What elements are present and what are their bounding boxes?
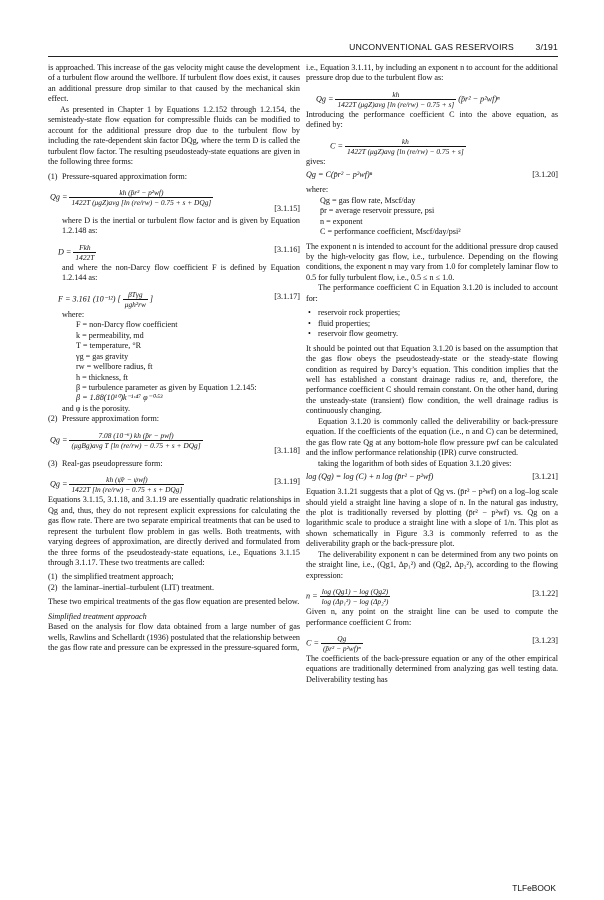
eq-lhs: D = xyxy=(58,247,72,257)
where-label: where: xyxy=(306,185,329,195)
eq-numerator: kh (p̄r² − p²wf) xyxy=(69,188,213,198)
eq-numerator: kh (ψ̄r − ψwf) xyxy=(69,475,184,485)
eq-lhs: C = xyxy=(306,638,319,648)
definition: β = 1.88(10¹⁰)k⁻¹·⁴⁷ φ⁻⁰·⁵³ xyxy=(76,393,163,403)
left-column xyxy=(48,63,300,654)
paragraph: gives: xyxy=(306,156,326,166)
eq-numerator: Fkh xyxy=(73,243,96,253)
paragraph: Based on the analysis for flow data obtained from a large number of gas wells, Rawlins and Schellardt (1936) postulated that the relationship between the gas flow rate and pressure can be expressed in the pressure-squared form, xyxy=(48,622,300,653)
paragraph: Equation 3.1.20 is commonly called the deliverability or back-pressure equation. If the coefficients of the equation (i.e., n and C) can be determined, the gas flow rate Qg at any bottom-hole flow pressure pwf can be calculated and the inflow performance relationship (IPR) curve constructed. xyxy=(306,416,558,458)
definition: p̄r = average reservoir pressure, psi xyxy=(320,206,435,216)
paragraph: The deliverability exponent n can be determined from any two points on the straight line, i.e., (Qg1, Δp₁²) and (Qg2, Δp₂²), according to the flowing expression: xyxy=(306,549,558,580)
definitions-list xyxy=(306,196,558,238)
equation-3-1-22 xyxy=(306,583,558,605)
eq-numerator: kh xyxy=(345,137,466,147)
eq-numerator: βTγg xyxy=(123,290,148,300)
eq-denominator: (μgBg)avg T [ln (re/rw) − 0.75 + s + DQg] xyxy=(71,440,201,450)
paragraph: Introducing the performance coefficient C into the above equation, as defined by: xyxy=(306,109,558,130)
eq-body: log (Qg) = log (C) + n log (p̄r² − p²wf) xyxy=(306,472,434,482)
definition: C = performance coefficient, Mscf/day/psi² xyxy=(320,227,461,237)
eq-denominator: 1422T [ln (re/rw) − 0.75 + s + DQg] xyxy=(71,485,183,495)
equation-3-1-20 xyxy=(306,169,558,183)
bullet-item: • fluid properties; xyxy=(306,319,558,329)
eq-denominator: log (Δp₁²) − log (Δp₂²) xyxy=(321,597,389,607)
list-label: (1) xyxy=(48,572,58,582)
paragraph: It should be pointed out that Equation 3.1.20 is based on the assumption that the gas flow obeys the pseudosteady-state or the steady-state flowing condition as required by Darcy’s equation. This condition implies that the well has established a constant drainage radius re, and, therefore, the performance coefficient C should remain constant. On the other hand, during the unsteady-state (transient) flow condition, the well drainage radius is continuously changing. xyxy=(306,343,558,416)
equation-number: [3.1.15] xyxy=(274,203,300,213)
equation-number: [3.1.16] xyxy=(274,244,300,254)
list-text: Pressure approximation form: xyxy=(62,414,160,424)
definition: β = turbulence parameter as given by Equation 1.2.145: xyxy=(76,382,257,392)
eq-lhs: F = 3.161 (10⁻¹²) [ xyxy=(58,294,121,304)
paragraph: Given n, any point on the straight line can be used to compute the performance coefficient C from: xyxy=(306,607,558,627)
eq-rhs: ] xyxy=(149,294,154,304)
definitions-list xyxy=(48,320,300,404)
equation-3-1-16 xyxy=(48,239,300,261)
definition: Qg = gas flow rate, Mscf/day xyxy=(320,195,416,205)
definition: h = thickness, ft xyxy=(76,372,128,382)
eq-denominator: μgh²rw xyxy=(124,299,146,309)
equation-number: [3.1.22] xyxy=(532,589,558,599)
eq-numerator: log (Qg1) − log (Qg2) xyxy=(320,587,391,597)
paragraph: The exponent n is intended to account for the additional pressure drop caused by the high-velocity gas flow, i.e., turbulence. Depending on the flowing conditions, the exponent n may vary from 1.0 for completely laminar flow to 0.5 for fully turbulent flow, i.e., 0.5 ≤ n ≤ 1.0. xyxy=(306,241,558,282)
equation-3-1-15 xyxy=(48,184,300,214)
paragraph: These two empirical treatments of the gas flow equation are presented below. xyxy=(48,597,300,607)
list-text: Real-gas pseudopressure form: xyxy=(62,458,163,468)
paragraph: The coefficients of the back-pressure equation or any of the other empirical equations are traditionally determined from analyzing gas well testing data. Deliverability testing has xyxy=(306,654,558,684)
bullet-item: • reservoir flow geometry. xyxy=(306,329,558,339)
eq-rhs: (p̄r² − p²wf)ⁿ xyxy=(458,94,500,104)
eq-lhs: Qg = xyxy=(50,192,68,202)
running-title: UNCONVENTIONAL GAS RESERVOIRS xyxy=(349,42,514,52)
list-item xyxy=(48,414,300,424)
equation-number: [3.1.23] xyxy=(532,636,558,646)
eq-body: Qg = C(p̄r² − p²wf)ⁿ xyxy=(306,170,373,180)
definition: γg = gas gravity xyxy=(76,351,129,361)
definition: k = permeability, md xyxy=(76,330,144,340)
list-label: (2) xyxy=(48,582,58,592)
running-header xyxy=(48,42,558,57)
equation-number: [3.1.20] xyxy=(532,170,558,180)
paragraph: where D is the inertial or turbulent flow factor and is given by Equation 1.2.148 as: xyxy=(62,215,300,236)
eq-denominator: 1422T xyxy=(75,252,95,262)
paragraph: taking the logarithm of both sides of Equation 3.1.20 gives: xyxy=(318,458,512,468)
list-item xyxy=(48,459,300,469)
subsection-heading: Simplified treatment approach xyxy=(48,611,147,621)
equation-3-1-21 xyxy=(306,471,558,485)
list-label: (3) xyxy=(48,458,58,468)
equation-number: [3.1.19] xyxy=(274,477,300,487)
list-label: (2) xyxy=(48,414,58,424)
footer-mark: TLFeBOOK xyxy=(512,883,556,893)
where-label: where: xyxy=(62,309,85,319)
list-item xyxy=(48,172,300,182)
equation-3-1-19 xyxy=(48,471,300,493)
definition: rw = wellbore radius, ft xyxy=(76,362,153,372)
eq-lhs: Qg = xyxy=(50,479,68,489)
definition: F = non-Darcy flow coefficient xyxy=(76,320,178,330)
right-column xyxy=(306,63,558,685)
eq-denominator: 1422T (μgZ)avg [ln (re/rw) − 0.75 + s] xyxy=(337,99,455,109)
list-label: (1) xyxy=(48,171,58,181)
equation-3-1-18 xyxy=(48,427,300,457)
equation-3-1-23 xyxy=(306,630,558,652)
paragraph: Equations 3.1.15, 3.1.18, and 3.1.19 are essentially quadratic relationships in Qg and, thus, they do not represent explicit expressions for calculating the gas flow rate. There are two separate empirical treatments that can be used to represent the turbulent flow problem in gas wells. Both treatments, with varying degrees of approximation, are directly derived and formulated from the three forms of the pseudosteady-state equations, i.e., Equations 3.1.15 through 3.1.17. These two treatments are called: xyxy=(48,495,300,567)
equation-number: [3.1.21] xyxy=(532,472,558,482)
eq-lhs: Qg = xyxy=(50,435,68,445)
equation-c-definition xyxy=(306,133,558,155)
equation-number: [3.1.17] xyxy=(274,291,300,301)
eq-numerator: kh xyxy=(335,90,456,100)
paragraph: is approached. This increase of the gas velocity might cause the development of a turbulent flow around the wellbore. If turbulent flow does exist, it causes an additional pressure drop similar to that caused by the mechanical skin effect. xyxy=(48,63,300,104)
eq-lhs: Qg = xyxy=(316,94,334,104)
page-number: 3/191 xyxy=(535,42,558,52)
eq-lhs: C = xyxy=(330,141,343,151)
list-text: the laminar–inertial–turbulent (LIT) treatment. xyxy=(62,582,215,592)
paragraph: and where the non-Darcy flow coefficient F is defined by Equation 1.2.144 as: xyxy=(62,262,300,283)
eq-denominator: 1422T (μgZ)avg [ln (re/rw) − 0.75 + s + DQg] xyxy=(71,197,212,207)
paragraph: Equation 3.1.21 suggests that a plot of Qg vs. (p̄r² − p²wf) on a log–log scale should yield a straight line having a slope of n. In the natural gas industry, the plot is traditionally reversed by plotting (p̄r² − p²wf) vs. Qg on a logarithmic scale to produce a straight line with a slope of 1/n. This plot as shown schematically in Figure 3.3 is commonly referred to as the deliverability graph or the back-pressure plot. xyxy=(306,487,558,549)
equation-qg-exponent xyxy=(306,86,558,108)
list-item xyxy=(48,572,300,582)
paragraph: The performance coefficient C in Equation 3.1.20 is included to account for: xyxy=(306,283,558,303)
paragraph: As presented in Chapter 1 by Equations 1.2.152 through 1.2.154, the semisteady-state flow equation for compressible fluids can be modified to account for the additional pressure drop due to the turbulent flow by including the rate-dependent skin factor DQg, where the term D is called the turbulent flow factor. The resulting pseudosteady-state equations are given in the following three forms: xyxy=(48,104,300,167)
list-item xyxy=(48,583,300,593)
paragraph: i.e., Equation 3.1.11, by including an exponent n to account for the additional pressure drop due to the turbulent flow as: xyxy=(306,63,558,83)
paragraph: and φ is the porosity. xyxy=(62,403,131,413)
list-text: the simplified treatment approach; xyxy=(62,572,174,582)
eq-lhs: n = xyxy=(306,591,318,601)
definition: T = temperature, °R xyxy=(76,341,141,351)
bullet-item: • reservoir rock properties; xyxy=(306,308,558,318)
equation-number: [3.1.18] xyxy=(274,446,300,456)
equation-3-1-17 xyxy=(48,286,300,308)
eq-numerator: 7.08 (10⁻⁶) kh (p̄r − pwf) xyxy=(69,431,202,441)
eq-denominator: (p̄r² − p²wf)ⁿ xyxy=(322,644,361,654)
eq-numerator: Qg xyxy=(321,634,363,644)
eq-denominator: 1422T (μgZ)avg [ln (re/rw) − 0.75 + s] xyxy=(346,146,464,156)
list-text: Pressure-squared approximation form: xyxy=(62,171,188,181)
definition: n = exponent xyxy=(320,216,363,226)
